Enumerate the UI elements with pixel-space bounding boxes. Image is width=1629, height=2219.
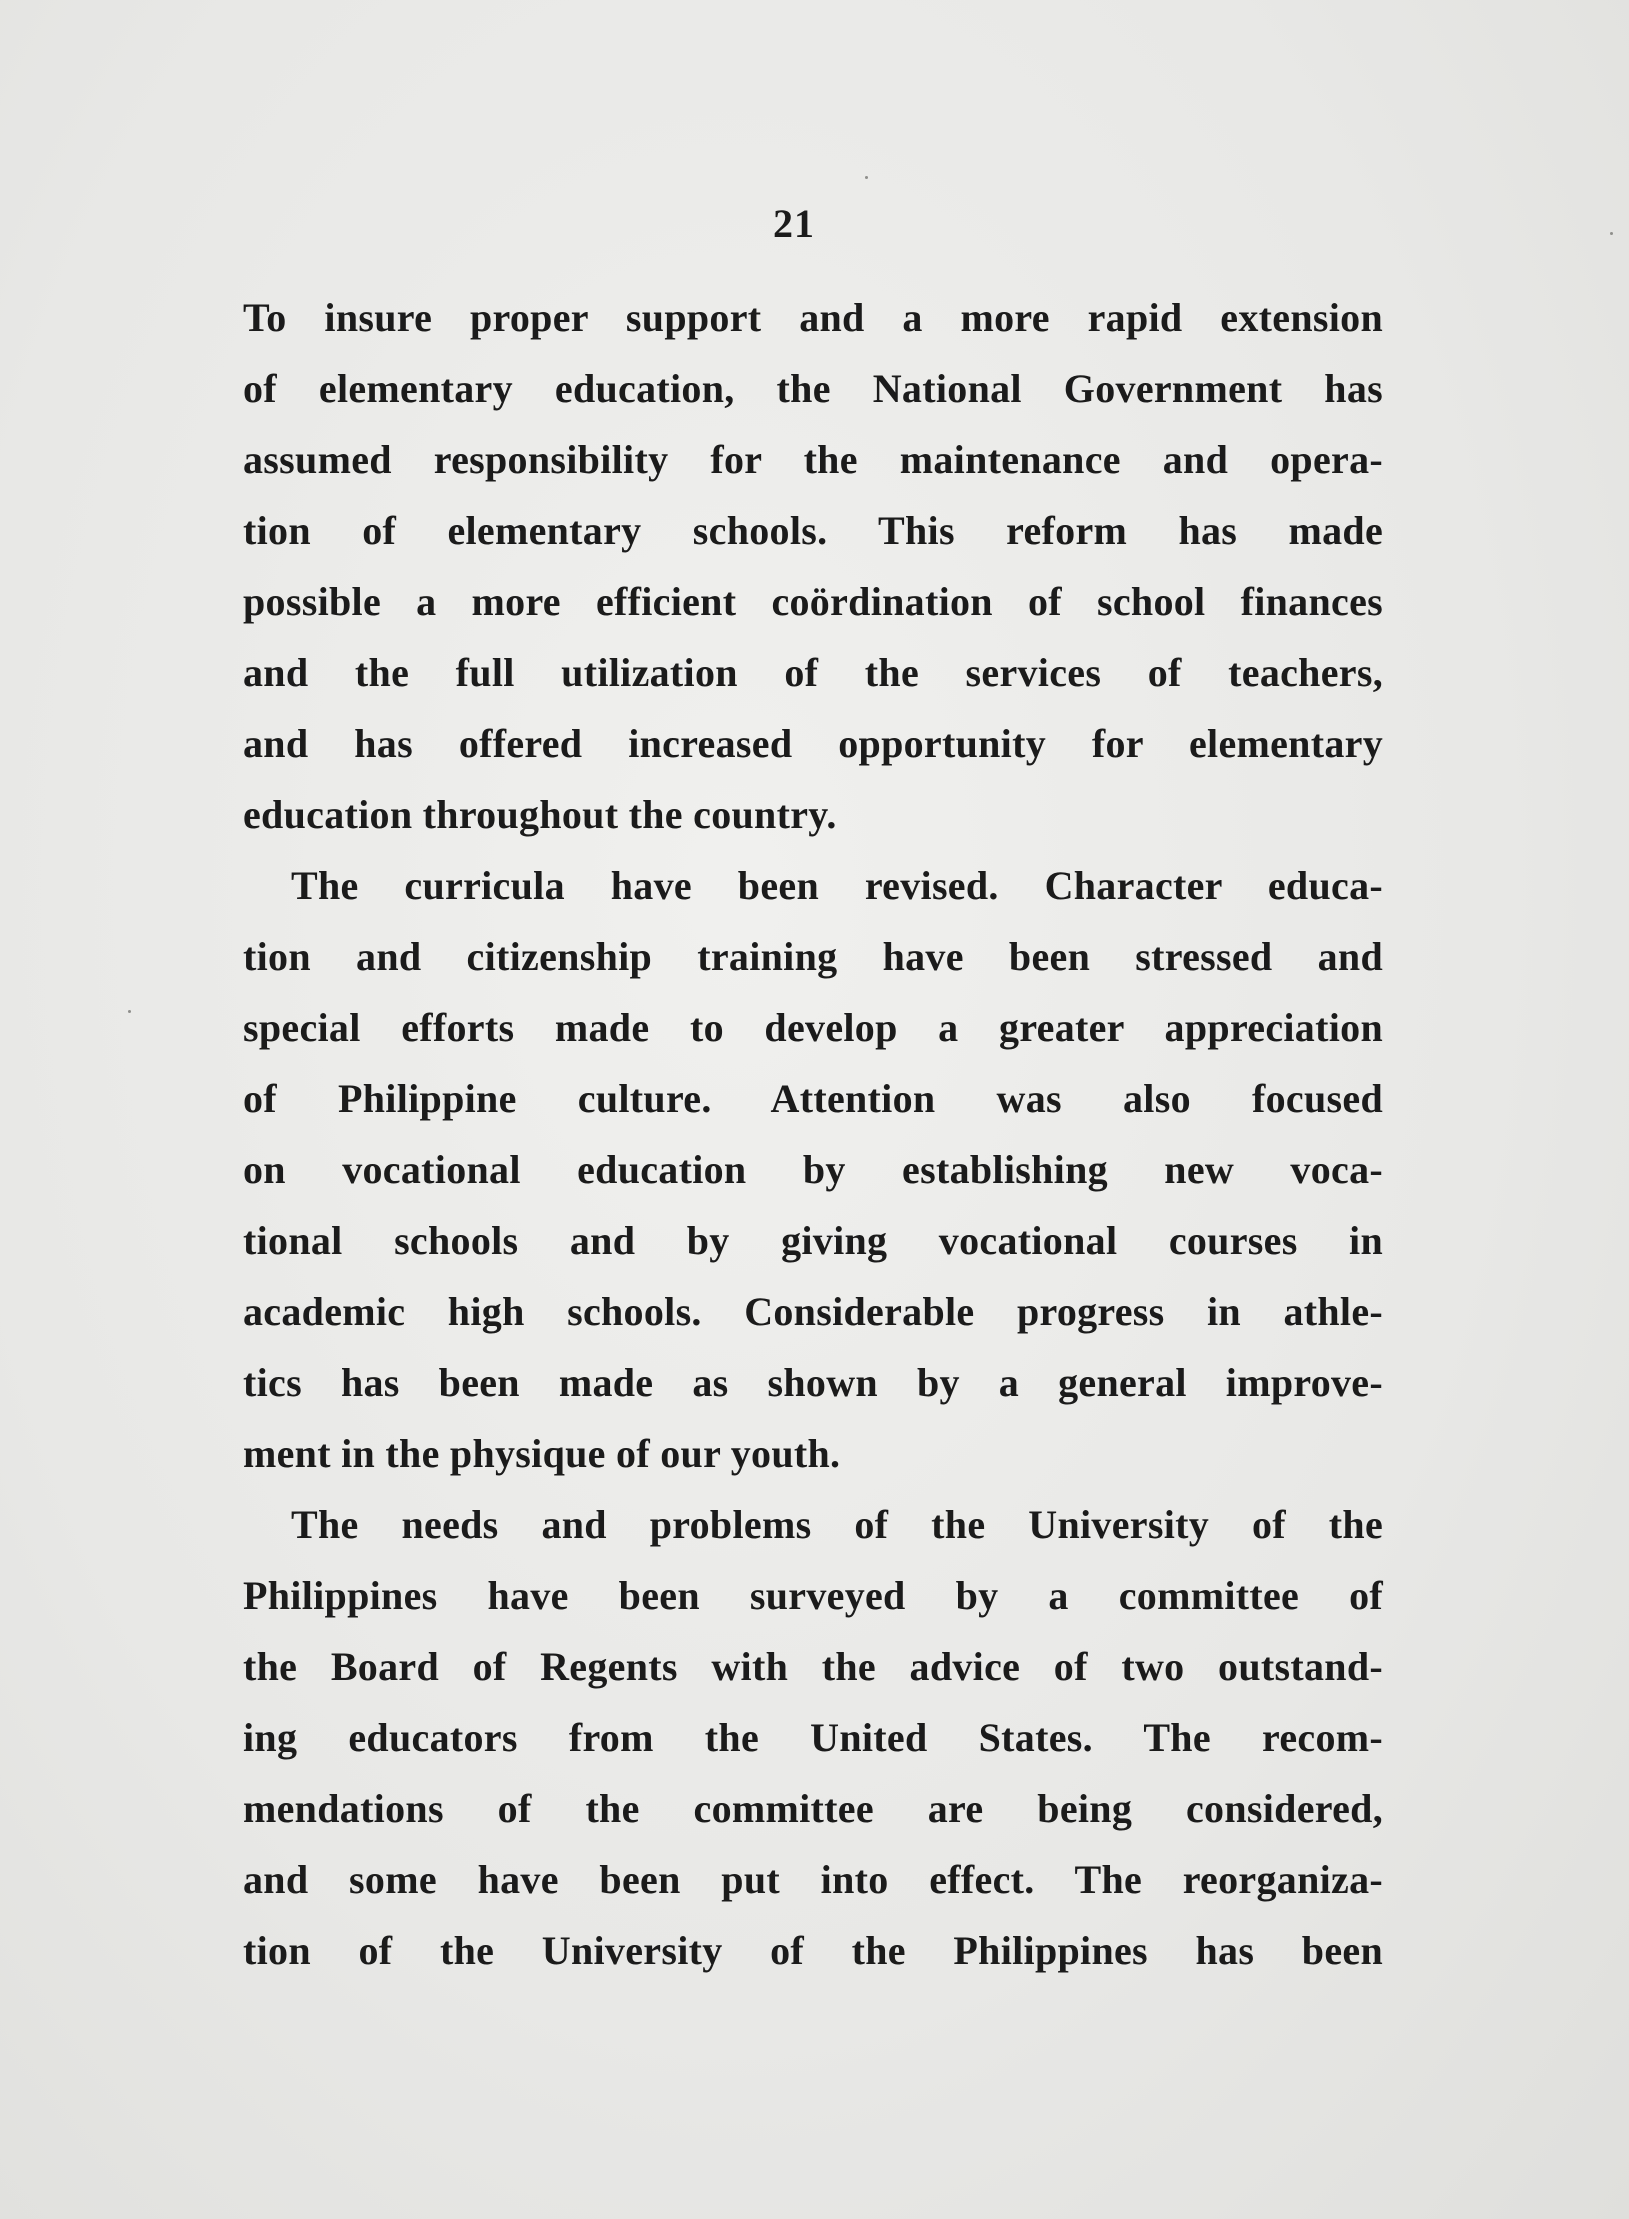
text-line: tion and citizenship training have been stressed and <box>243 934 1383 979</box>
text-line: The curricula have been revised. Character educa- <box>291 863 1383 908</box>
text-line: ment in the physique of our youth. <box>243 1431 841 1476</box>
body-text <box>243 282 1383 1986</box>
paragraph <box>243 850 1383 1489</box>
text-line: special efforts made to develop a greater appreciation <box>243 1005 1383 1050</box>
text-line: of elementary education, the National Government has <box>243 366 1383 411</box>
paper-speck <box>128 1010 131 1013</box>
text-line: and some have been put into effect. The reorganiza- <box>243 1857 1383 1902</box>
text-line: ing educators from the United States. The recom- <box>243 1715 1383 1760</box>
text-line: the Board of Regents with the advice of two outstand- <box>243 1644 1383 1689</box>
text-line: tion of elementary schools. This reform has made <box>243 508 1383 553</box>
text-line: tics has been made as shown by a general improve- <box>243 1360 1383 1405</box>
text-line: education throughout the country. <box>243 792 837 837</box>
page-number: 21 <box>773 201 815 246</box>
text-line: and the full utilization of the services of teachers, <box>243 650 1383 695</box>
text-line: of Philippine culture. Attention was also focused <box>243 1076 1383 1121</box>
text-line: assumed responsibility for the maintenance and opera- <box>243 437 1383 482</box>
text-line: tion of the University of the Philippines has been <box>243 1928 1383 1973</box>
paper-speck <box>865 176 868 179</box>
text-line: mendations of the committee are being considered, <box>243 1786 1383 1831</box>
text-line: academic high schools. Considerable progress in athle- <box>243 1289 1383 1334</box>
text-line: and has offered increased opportunity for elementary <box>243 721 1383 766</box>
text-line: tional schools and by giving vocational courses in <box>243 1218 1383 1263</box>
paper-speck <box>1610 232 1613 235</box>
text-line: To insure proper support and a more rapid extension <box>243 295 1383 340</box>
paragraph <box>243 1489 1383 1986</box>
paragraph <box>243 282 1383 850</box>
text-line: Philippines have been surveyed by a committee of <box>243 1573 1383 1618</box>
text-line: The needs and problems of the University of the <box>291 1502 1383 1547</box>
text-line: on vocational education by establishing new voca- <box>243 1147 1383 1192</box>
text-line: possible a more efficient coördination of school finances <box>243 579 1383 624</box>
